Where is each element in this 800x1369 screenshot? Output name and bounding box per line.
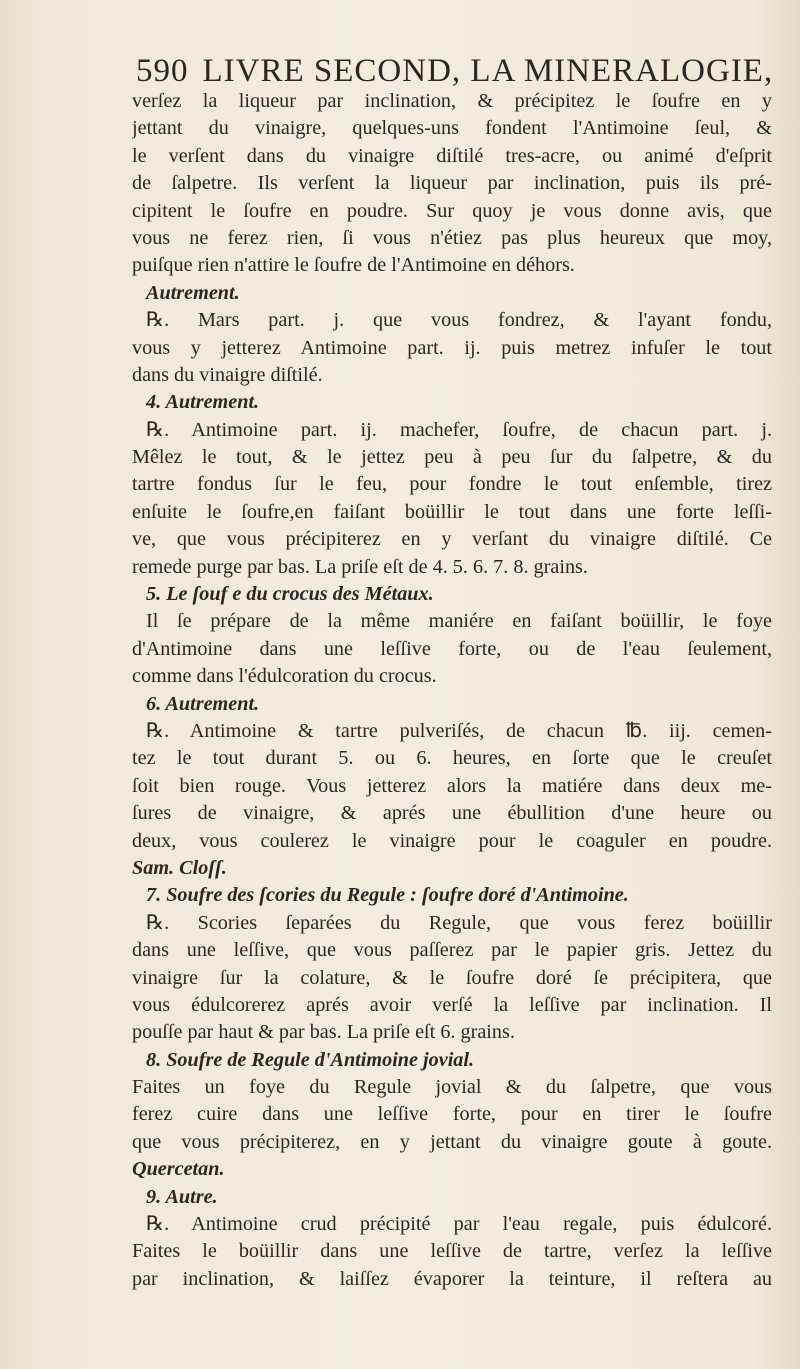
text-line: vous édulcorerez aprés avoir verſé la leſſive par inclination. Il	[132, 993, 772, 1016]
section-heading: 6. Autrement.	[146, 692, 260, 715]
text-line: deux, vous coulerez le vinaigre pour le coaguler en poudre.	[132, 829, 772, 852]
running-title: LIVRE SECOND, LA MINERALOGIE,	[202, 53, 774, 89]
text-line: ſures de vinaigre, & aprés une ébullition d'une heure ou	[132, 802, 772, 825]
text-line: comme dans l'édulcoration du crocus.	[132, 665, 437, 688]
author-citation: Quercetan.	[132, 1158, 225, 1181]
text-line: ℞. Antimoine & tartre pulveriſés, de chacun ℔. iij. cemen-	[146, 719, 772, 742]
text-line: ℞. Antimoine part. ij. machefer, ſoufre, de chacun part. j.	[146, 418, 772, 441]
text-line: tartre fondus ſur le feu, pour fondre le tout enſemble, tirez	[132, 473, 772, 496]
section-heading: 7. Soufre des ſcories du Regule : ſoufre doré d'Antimoine.	[146, 884, 629, 907]
text-line: verſez la liqueur par inclination, & précipitez le ſoufre en y	[132, 90, 772, 112]
text-line: dans une leſſive, que vous paſſerez par le papier gris. Jettez du	[132, 939, 772, 962]
text-line: Il ſe prépare de la même maniére en faiſant boüillir, le foye	[146, 610, 772, 633]
text-line: ℞. Scories ſeparées du Regule, que vous ferez boüillir	[146, 911, 772, 934]
text-line: vous y jetterez Antimoine part. ij. puis metrez infuſer le tout	[132, 336, 772, 359]
section-heading: Autrement.	[146, 281, 240, 304]
author-citation: Sam. Cloſſ.	[132, 856, 227, 879]
text-line: ℞. Antimoine crud précipité par l'eau regale, puis édulcoré.	[146, 1213, 772, 1236]
text-line: jettant du vinaigre, quelques-uns fondent l'Antimoine ſeul, &	[132, 117, 772, 140]
text-line: ferez cuire dans une leſſive forte, pour en tirer le ſoufre	[132, 1103, 772, 1126]
section-heading: 4. Autrement.	[146, 391, 260, 414]
text-line: par inclination, & laiſſez évaporer la teinture, il reſtera au	[132, 1267, 772, 1290]
text-line: ve, que vous précipiterez en y verſant du vinaigre diſtilé. Ce	[132, 528, 772, 551]
text-line: puiſque rien n'attire le ſoufre de l'Antimoine en déhors.	[132, 254, 575, 277]
text-line: pouſſe par haut & par bas. La priſe eſt 6. grains.	[132, 1021, 515, 1044]
text-line: tez le tout durant 5. ou 6. heures, en ſorte que le creuſet	[132, 747, 772, 770]
text-line: vinaigre ſur la colature, & le ſoufre doré ſe précipitera, que	[132, 966, 772, 989]
text-line: remede purge par bas. La priſe eſt de 4. 5. 6. 7. 8. grains.	[132, 555, 588, 578]
text-line: le verſent dans du vinaigre diſtilé tres-acre, ou animé d'eſprit	[132, 144, 772, 167]
text-line: enſuite le ſoufre,en faiſant boüillir le tout dans une forte leſſi-	[132, 500, 772, 523]
text-line: Mêlez le tout, & le jettez peu à peu ſur du ſalpetre, & du	[132, 446, 772, 469]
section-heading: 9. Autre.	[146, 1185, 218, 1208]
page-number: 590	[136, 53, 189, 89]
running-header	[136, 52, 776, 90]
text-line: ℞. Mars part. j. que vous fondrez, & l'ayant fondu,	[146, 309, 772, 332]
text-line: de ſalpetre. Ils verſent la liqueur par inclination, puis ils pré-	[132, 172, 772, 195]
section-heading: 8. Soufre de Regule d'Antimoine jovial.	[146, 1048, 475, 1071]
text-line: Faites un foye du Regule jovial & du ſalpetre, que vous	[132, 1076, 772, 1099]
text-line: ſoit bien rouge. Vous jetterez alors la matiére dans deux me-	[132, 774, 772, 797]
page-body	[132, 88, 772, 1293]
text-line: d'Antimoine dans une leſſive forte, ou de l'eau ſeulement,	[132, 637, 772, 660]
text-line: dans du vinaigre diſtilé.	[132, 363, 323, 386]
text-line: que vous précipiterez, en y jettant du vinaigre goute à goute.	[132, 1130, 772, 1153]
text-line: Faites le boüillir dans une leſſive de tartre, verſez la leſſive	[132, 1240, 772, 1263]
section-heading: 5. Le ſouf e du crocus des Métaux.	[146, 583, 434, 606]
text-line: vous ne ferez rien, ſi vous n'étiez pas plus heureux que moy,	[132, 226, 772, 249]
text-line: cipitent le ſoufre en poudre. Sur quoy je vous donne avis, que	[132, 199, 772, 222]
